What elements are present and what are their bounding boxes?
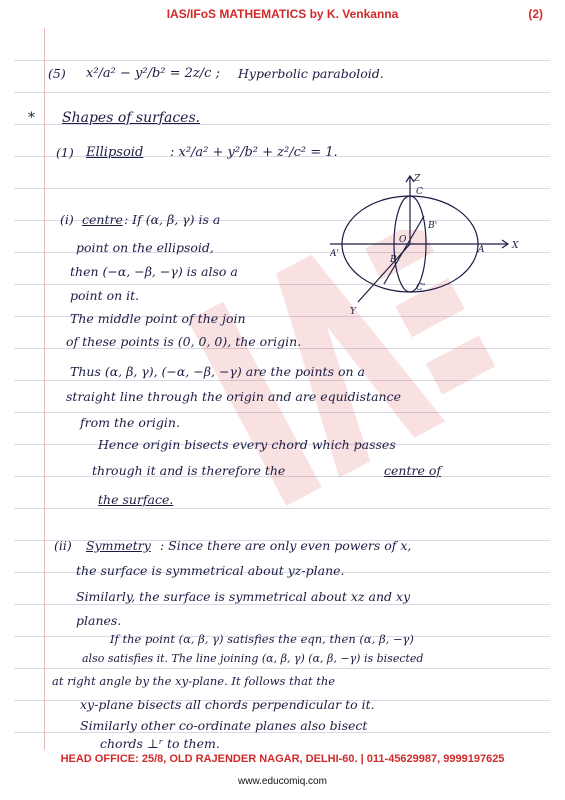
label-b-neg: B' — [428, 221, 438, 231]
symmetry-line: Similarly, the surface is symmetrical about xz and xy — [76, 589, 411, 604]
centre-line: point on the ellipsoid, — [76, 240, 214, 255]
ruled-line — [14, 604, 550, 605]
symmetry-line: chords ⊥ʳ to them. — [100, 736, 220, 751]
symmetry-line: also satisfies it. The line joining (α, β, γ) (α, β, −γ) is bisected — [82, 652, 424, 665]
centre-line: straight line through the origin and are equidistance — [66, 389, 402, 404]
head-office-footer: HEAD OFFICE: 25/8, OLD RAJENDER NAGAR, DELHI-60. | 011-45629987, 9999197625 — [60, 753, 505, 765]
symmetry-line: xy-plane bisects all chords perpendicular to it. — [80, 697, 375, 712]
label-a-neg: A' — [330, 249, 339, 259]
margin-line — [44, 28, 45, 750]
centre-line: Thus (α, β, γ), (−α, −β, −γ) are the points on a — [70, 364, 365, 379]
label-a: A — [478, 245, 485, 255]
symmetry-line: planes. — [76, 613, 122, 628]
page-number: (2) — [528, 7, 543, 21]
centre-line: : If (α, β, γ) is a — [124, 212, 221, 227]
symmetry-line: the surface is symmetrical about yz-plane. — [76, 563, 345, 578]
centre-line: from the origin. — [80, 415, 180, 430]
label-c: C — [416, 187, 423, 197]
ellipsoid-label: Ellipsoid — [86, 145, 144, 160]
symmetry-line: : Since there are only even powers of x, — [160, 538, 412, 553]
shapes-bullet: * — [28, 110, 35, 126]
centre-conclusion: the surface. — [98, 492, 174, 507]
centre-line: Hence origin bisects every chord which passes — [98, 437, 396, 452]
ruled-line — [14, 60, 550, 61]
item-5-number: (5) — [48, 66, 66, 81]
website-link[interactable]: www.educomiq.com — [238, 776, 327, 787]
symmetry-line: Similarly other co-ordinate planes also bisect — [80, 718, 368, 733]
symmetry-number: (ii) — [54, 538, 72, 553]
ellipsoid-equation: : x²/a² + y²/b² + z²/c² = 1. — [170, 145, 338, 160]
centre-line: through it and is therefore the — [92, 463, 286, 478]
item-5-equation: x²/a² − y²/b² = 2z/c ; — [86, 66, 220, 81]
label-origin: O — [399, 235, 407, 245]
page-header — [0, 0, 565, 26]
label-b: B — [390, 255, 397, 265]
label-z: Z — [414, 174, 421, 184]
header-title: IAS/IFoS MATHEMATICS by K. Venkanna — [166, 7, 399, 21]
label-y: Y — [350, 307, 356, 317]
ellipsoid-diagram — [330, 172, 530, 317]
label-c-neg: C' — [416, 283, 426, 293]
centre-line: then (−α, −β, −γ) is also a — [70, 264, 238, 279]
chord — [384, 216, 424, 284]
centre-number: (i) — [60, 212, 74, 227]
centre-line: The middle point of the join — [70, 311, 246, 326]
symmetry-label: Symmetry — [86, 538, 151, 553]
ruled-line — [14, 668, 550, 669]
symmetry-line: at right angle by the xy-plane. It follows that the — [52, 674, 336, 688]
centre-label: centre — [82, 212, 123, 227]
centre-line: point on it. — [70, 288, 140, 303]
ellipsoid-number: (1) — [56, 145, 74, 160]
centre-line: of these points is (0, 0, 0), the origin. — [66, 334, 302, 349]
shapes-heading: Shapes of surfaces. — [62, 110, 201, 126]
item-5-name: Hyperbolic paraboloid. — [238, 66, 384, 81]
symmetry-line: If the point (α, β, γ) satisfies the eqn, then (α, β, −γ) — [110, 632, 414, 646]
label-x: X — [512, 241, 519, 251]
centre-conclusion: centre of — [384, 463, 441, 478]
ruled-line — [14, 92, 550, 93]
